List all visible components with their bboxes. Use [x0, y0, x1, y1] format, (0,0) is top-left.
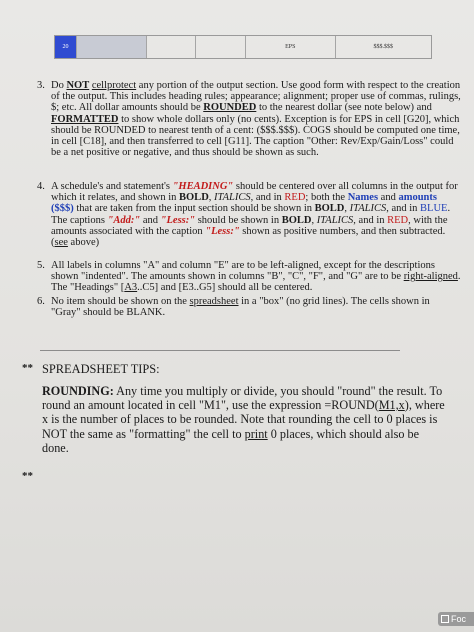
- focus-icon: [441, 615, 449, 623]
- item-number: 6.: [37, 296, 45, 307]
- cell[interactable]: [147, 36, 197, 58]
- focus-label: Foc: [451, 614, 467, 624]
- item-number: 4.: [37, 181, 45, 192]
- divider: [40, 350, 400, 351]
- cell-eps[interactable]: EPS: [246, 36, 336, 58]
- tips-heading: SPREADSHEET TIPS:: [42, 362, 160, 376]
- item-5-text: All labels in columns "A" and column "E" are to be left-aligned, except for the descriptions shown "indented". The amounts shown in columns "B", "C", "F", and "G" are to be right-aligned. The "Headings" [A3..C5] and [E3..G5] should all be centered.: [51, 260, 461, 294]
- cell[interactable]: [196, 36, 246, 58]
- cell[interactable]: [77, 36, 147, 58]
- focus-button[interactable]: [438, 612, 474, 626]
- cell-amount[interactable]: $$$.$$$: [373, 44, 393, 50]
- item-6-text: No item should be shown on the spreadsheet in a "box" (no grid lines). The cells shown in "Gray" should be BLANK.: [51, 296, 430, 319]
- cell-highlighted[interactable]: 20: [55, 36, 77, 58]
- spreadsheet-output-row: [54, 35, 432, 59]
- item-number: 5.: [37, 260, 45, 271]
- item-4-text: A schedule's and statement's "HEADING" should be centered over all columns in the output for which it relates, and shown in BOLD, ITALICS, and in RED; both the Names and amounts ($$$) that are taken from the input section should be shown in BOLD, ITALICS, and in BLUE. The captions "Add:" and "Less:" should be shown in BOLD, ITALICS, and in RED, with the amounts associated with the caption "Less:" shown as positive numbers, and then subtracted. (see above): [51, 181, 458, 249]
- asterisks: **: [22, 470, 33, 482]
- item-number: 3.: [37, 80, 45, 91]
- item-3-text: Do NOT cellprotect any portion of the output section. Use good form with respect to the creation of the output. This includes heading rules; appearance; alignment; proper use of commas, rulings, $; etc. All dollar amounts should be ROUNDED to the nearest dollar (see note below) and FORMATTED to show whole dollars only (no cents). Exception is for EPS in cell [G20], which should be ROUNDED to nearest tenth of a cent: ($$$.$$$). COGS should be computed one time, in cell [C18], and then transferred to cell [G11]. The caption "Other: Rev/Exp/Gain/Loss" could be a net positive or negative, and thus should be shown as such.: [51, 80, 461, 159]
- asterisks: **: [22, 362, 33, 374]
- rounding-label: ROUNDING:: [42, 384, 114, 398]
- rounding-tip: ROUNDING: Any time you multiply or divide, you should "round" the result. To round an amount located in cell "M1", use the expression =ROUND(M1,x), where x is the number of places to be rounded. Note that rounding the cell to 0 places is NOT the same as "formatting" the cell to print 0 places, which should also be done.: [42, 384, 445, 455]
